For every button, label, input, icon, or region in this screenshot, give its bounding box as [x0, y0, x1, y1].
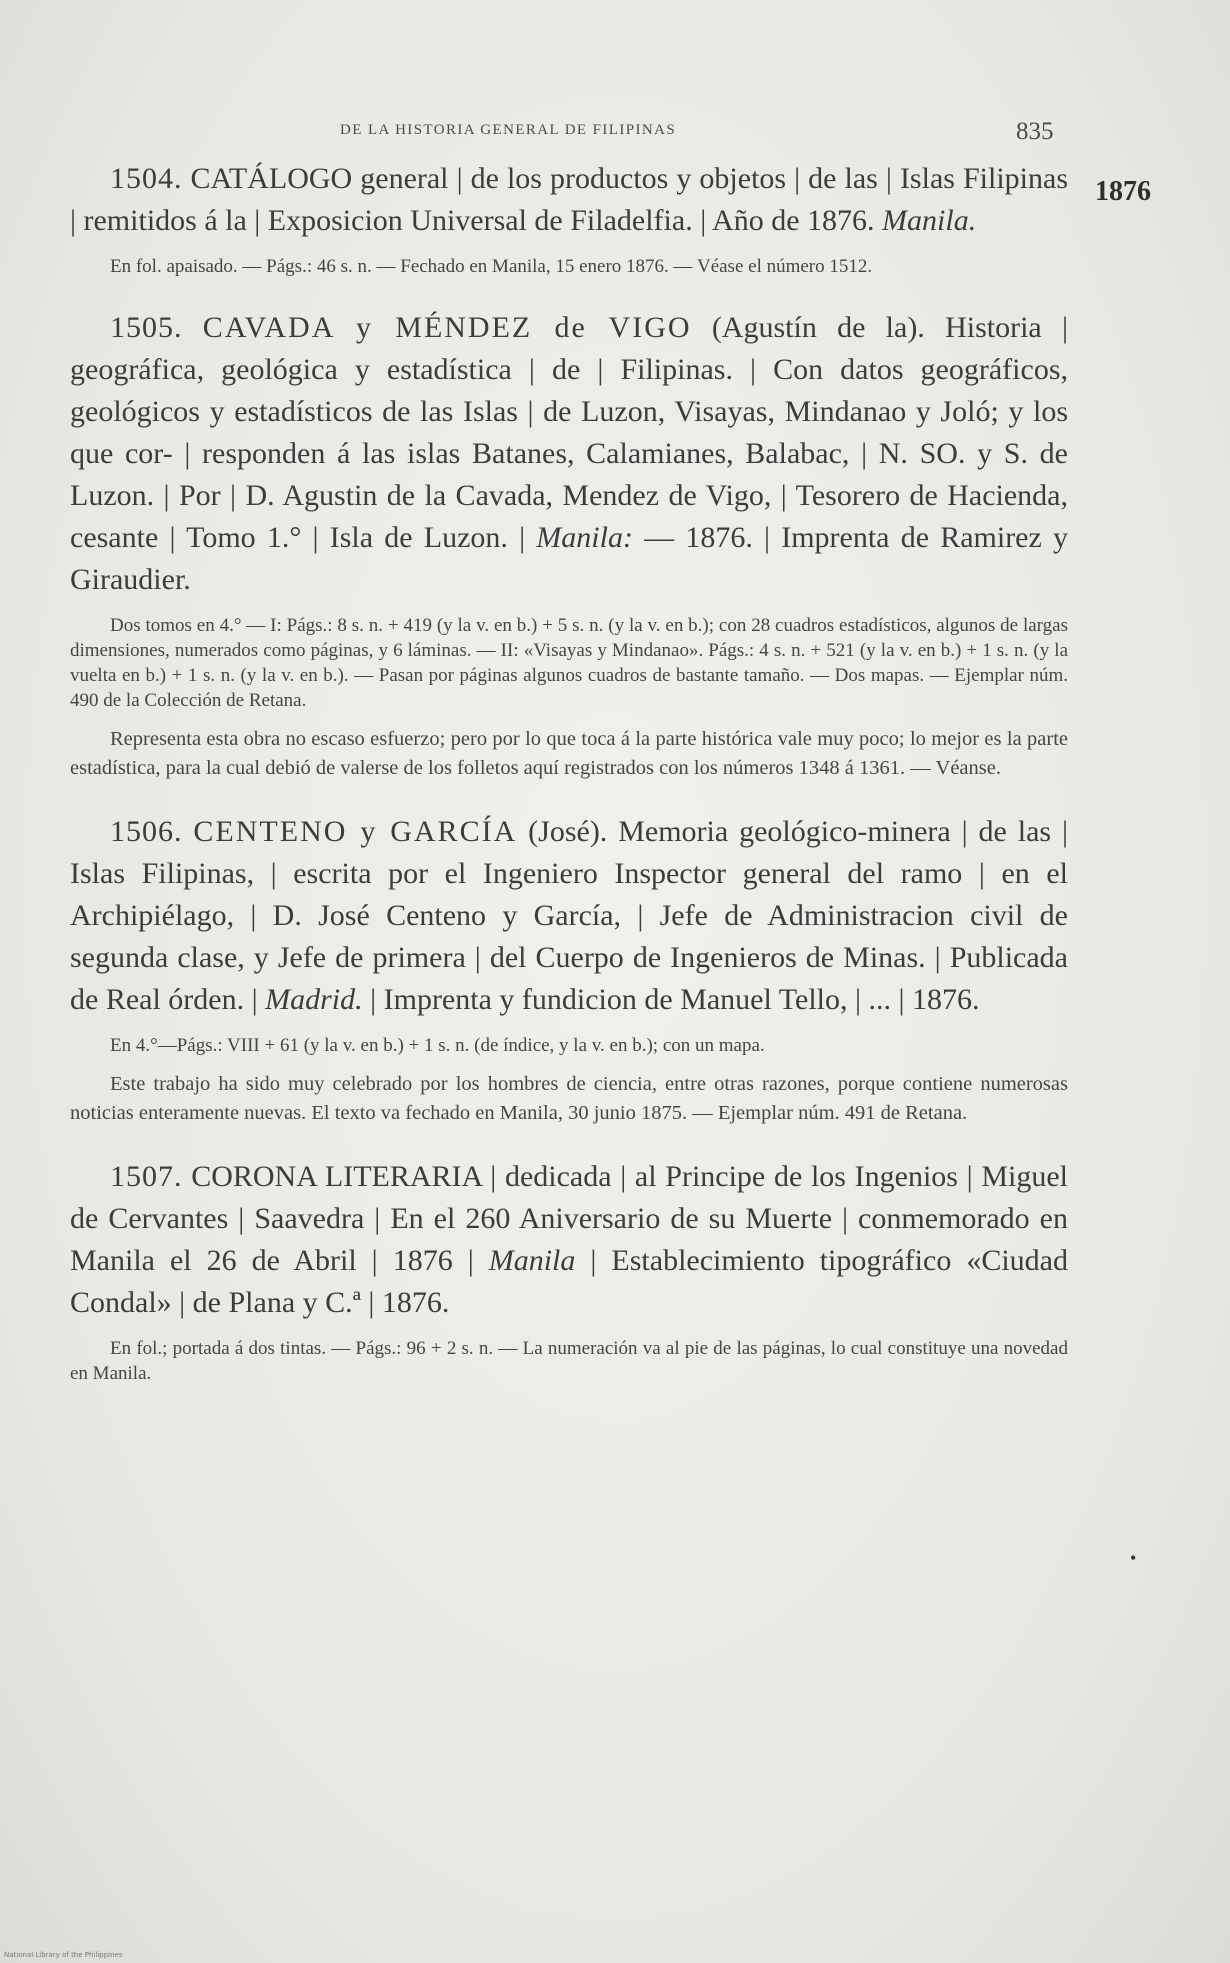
entry-place: Manila.	[882, 204, 977, 237]
entry-number: 1507.	[110, 1160, 183, 1193]
entry-place: Madrid.	[265, 983, 363, 1016]
entry-note: Dos tomos en 4.° — I: Págs.: 8 s. n. + 419 (y la v. en b.) + 5 s. n. (y la v. en b.); con 28 cuadros estadísticos, algunos de largas dimensiones, numerados como páginas, y 6 láminas. — II: «Visayas y Mindanao». Págs.: 4 s. n. + 521 (y la v. en b.) + 1 s. n. (y la vuelta en b.) + 1 s. n. (y la v. en b.). — Pasan por páginas algunos cuadros de bastante tamaño. — Dos mapas. — Ejemplar núm. 490 de la Colección de Retana.	[70, 615, 1068, 711]
entry-number: 1504.	[110, 162, 183, 195]
entry-title: CORONA LITERARIA | dedicada | al Principe de los Ingenios | Miguel de Cervantes | Saavedra | En el 260 Aniversario de su Muerte | conmemorado en Manila el 26 de Abril | 1876 |	[70, 1160, 1069, 1277]
entry-1506	[70, 811, 1068, 1128]
entry-1504	[70, 158, 1068, 279]
entry-comment: Este trabajo ha sido muy celebrado por los hombres de ciencia, entre otras razones, porque contiene numerosas noticias enteramente nuevas. El texto va fechado en Manila, 30 junio 1875. — Ejemplar núm. 491 de Retana.	[70, 1073, 1068, 1124]
entry-title: (Agustín de la). Historia | geográfica, geológica y estadística | de | Filipinas. | Con datos geográficos, geológicos y estadísticos de las Islas | de Luzon, Visayas, Mindanao y Joló; y los que cor- | responden á las islas Batanes, Calamianes, Balabac, | N. SO. y S. de Luzon. | Por | D. Agustin de la Cavada, Mendez de Vigo, | Tesorero de Hacienda, cesante | Tomo 1.° | Isla de Luzon. |	[70, 311, 1069, 554]
body-text	[70, 158, 1068, 1386]
entry-note: En fol. apaisado. — Págs.: 46 s. n. — Fechado en Manila, 15 enero 1876. — Véase el número 1512.	[110, 256, 873, 277]
running-title: DE LA HISTORIA GENERAL DE FILIPINAS	[340, 122, 677, 138]
entry-number: 1506.	[110, 815, 183, 848]
entry-1507	[70, 1156, 1068, 1386]
entry-author: CAVADA y MÉNDEZ de VIGO	[202, 311, 692, 344]
entry-title-tail: | Imprenta y fundicion de Manuel Tello, | ... | 1876.	[362, 983, 980, 1016]
page-number: 835	[1016, 118, 1054, 145]
entry-author: CENTENO y GARCÍA	[193, 815, 518, 848]
margin-year: 1876	[1095, 176, 1151, 207]
running-head	[0, 118, 1230, 148]
entry-note: En fol.; portada á dos tintas. — Págs.: 96 + 2 s. n. — La numeración va al pie de las páginas, lo cual constituye una novedad en Manila.	[70, 1338, 1068, 1384]
entry-title-tail: | Establecimiento tipográfico «Ciudad Condal» | de Plana y C.ª | 1876.	[70, 1244, 1068, 1319]
entry-heading	[70, 307, 1068, 601]
entry-number: 1505.	[110, 311, 183, 344]
footer-credit: National Library of the Philippines	[4, 1951, 123, 1959]
entry-note: En 4.°—Págs.: VIII + 61 (y la v. en b.) + 1 s. n. (de índice, y la v. en b.); con un mapa.	[110, 1035, 765, 1056]
entry-heading	[70, 1156, 1068, 1324]
entry-1505	[70, 307, 1068, 783]
entry-title: CATÁLOGO general | de los productos y objetos | de las | Islas Filipinas | remitidos á la | Exposicion Universal de Filadelfia. | Año de 1876.	[70, 162, 1068, 237]
entry-comment: Representa esta obra no escaso esfuerzo; pero por lo que toca á la parte histórica vale muy poco; lo mejor es la parte estadística, para la cual debió de valerse de los folletos aquí registrados con los números 1348 á 1361. — Véanse.	[70, 728, 1068, 779]
entry-title-tail: — 1876. | Imprenta de Ramirez y Giraudier.	[70, 521, 1068, 596]
margin-dot: •	[1130, 1548, 1137, 1568]
entry-title: (José). Memoria geológico-minera | de las | Islas Filipinas, | escrita por el Ingeniero Inspector general del ramo | en el Archipiélago, | D. José Centeno y García, | Jefe de Administracion civil de segunda clase, y Jefe de primera | del Cuerpo de Ingenieros de Minas. | Publicada de Real órden. |	[70, 815, 1068, 1016]
entry-place: Manila:	[536, 521, 633, 554]
entry-place: Manila	[488, 1244, 576, 1277]
entry-heading	[70, 811, 1068, 1021]
entry-heading	[70, 158, 1068, 242]
